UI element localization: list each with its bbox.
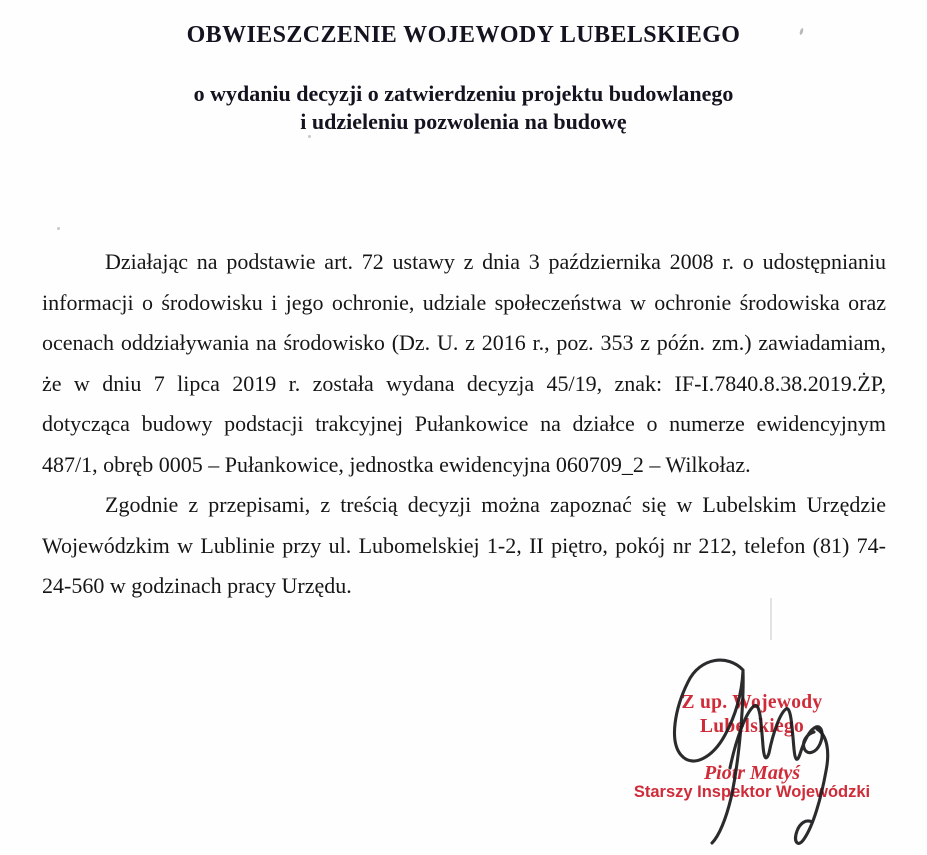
document-body — [42, 242, 886, 607]
document-subtitle-line2: i udzieleniu pozwolenia na budowę — [300, 109, 627, 134]
document-header — [0, 0, 927, 136]
signature-authorization-stamp: Z up. Wojewody Lubelskiego — [681, 692, 823, 737]
document-subtitle — [0, 80, 927, 136]
signatory-position-stamp: Starszy Inspektor Wojewódzki — [633, 783, 871, 801]
document-subtitle-line1: o wydaniu decyzji o zatwierdzeniu projektu budowlanego — [193, 81, 734, 106]
paragraph-decision-access: Zgodnie z przepisami, z treścią decyzji można zapoznać się w Lubelskim Urzędzie Wojewódzkim w Lublinie przy ul. Lubomelskiej 1-2, II piętro, pokój nr 212, telefon (81) 74-24-560 w godzinach pracy Urzędu. — [42, 492, 886, 598]
scan-artifact — [770, 598, 772, 640]
scan-artifact — [308, 135, 311, 138]
scan-artifact — [57, 227, 60, 230]
signatory-name-stamp: Piotr Matyś — [703, 762, 801, 784]
handwritten-signature-icon — [646, 650, 842, 854]
document-title: OBWIESZCZENIE WOJEWODY LUBELSKIEGO — [186, 22, 741, 48]
paragraph-legal-basis: Działając na podstawie art. 72 ustawy z dnia 3 października 2008 r. o udostępnianiu informacji o środowisku i jego ochronie, udziale społeczeństwa w ochronie środowiska oraz ocenach oddziaływania na środowisko (Dz. U. z 2016 r., poz. 353 z późn. zm.) zawiadamiam, że w dniu 7 lipca 2019 r. została wydana decyzja 45/19, znak: IF-I.7840.8.38.2019.ŻP, dotycząca budowy podstacji trakcyjnej Pułankowice na działce o numerze ewidencyjnym 487/1, obręb 0005 – Pułankowice, jednostka ewidencyjna 060709_2 – Wilkołaz. — [42, 249, 886, 477]
